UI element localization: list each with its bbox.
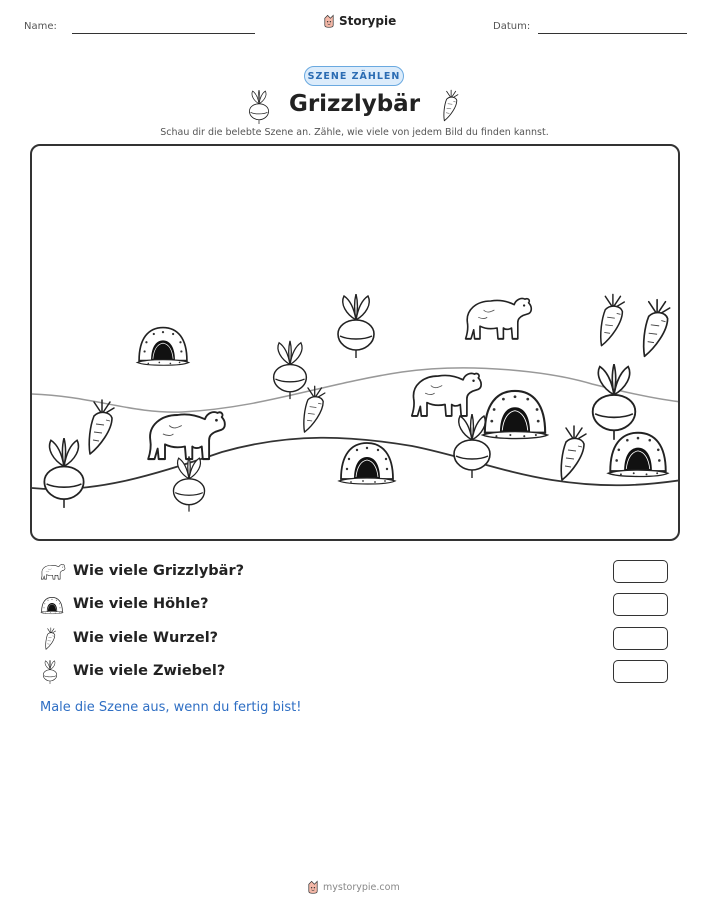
bear-icon <box>412 373 481 416</box>
beet-icon <box>338 294 374 358</box>
carrot-icon <box>40 627 60 651</box>
question-beet <box>40 660 670 686</box>
question-bear <box>40 560 670 586</box>
brand-name: Storypie <box>339 14 397 28</box>
scene-count-badge: SZENE ZÄHLEN <box>304 66 404 86</box>
cave-icon <box>608 433 668 477</box>
name-field[interactable] <box>72 33 255 34</box>
cave-icon <box>483 391 548 439</box>
cave-icon <box>339 443 395 484</box>
bear-icon <box>40 562 66 582</box>
answer-box[interactable] <box>613 627 668 650</box>
date-field[interactable] <box>538 33 687 34</box>
question-carrot <box>40 627 670 653</box>
beet-icon <box>274 341 307 399</box>
beet-icon <box>173 456 204 511</box>
carrot-icon <box>601 294 625 345</box>
beet-icon <box>40 660 60 684</box>
beet-icon <box>593 364 636 440</box>
name-label: Name: <box>24 21 57 32</box>
finish-instruction: Male die Szene aus, wenn du fertig bist! <box>40 700 302 715</box>
beet-icon <box>454 414 490 478</box>
carrot-icon <box>304 386 325 432</box>
question-cave <box>40 593 670 619</box>
instructions: Schau dir die belebte Szene an. Zähle, wie viele von jedem Bild du finden kannst. <box>160 127 549 138</box>
question-text: Wie viele Grizzlybär? <box>73 563 245 579</box>
carrot-icon <box>561 426 586 480</box>
footer <box>306 880 400 894</box>
carrot-icon <box>438 89 462 123</box>
brand-logo <box>322 14 396 28</box>
question-text: Wie viele Höhle? <box>73 596 209 612</box>
cave-icon <box>40 595 64 615</box>
beet-icon <box>44 438 83 508</box>
footer-url: mystorypie.com <box>323 881 400 893</box>
page-title: Grizzlybär <box>288 91 421 117</box>
storypie-logo-icon <box>306 880 320 894</box>
scene-illustration <box>30 144 680 541</box>
carrot-icon <box>644 300 670 357</box>
bear-icon <box>466 299 532 339</box>
answer-box[interactable] <box>613 593 668 616</box>
cave-icon <box>137 328 189 366</box>
question-text: Wie viele Wurzel? <box>73 630 219 646</box>
bear-icon <box>148 412 225 459</box>
answer-box[interactable] <box>613 660 668 683</box>
carrot-icon <box>89 400 114 454</box>
answer-box[interactable] <box>613 560 668 583</box>
storypie-logo-icon <box>322 14 336 28</box>
question-text: Wie viele Zwiebel? <box>73 663 226 679</box>
date-label: Datum: <box>493 21 531 32</box>
